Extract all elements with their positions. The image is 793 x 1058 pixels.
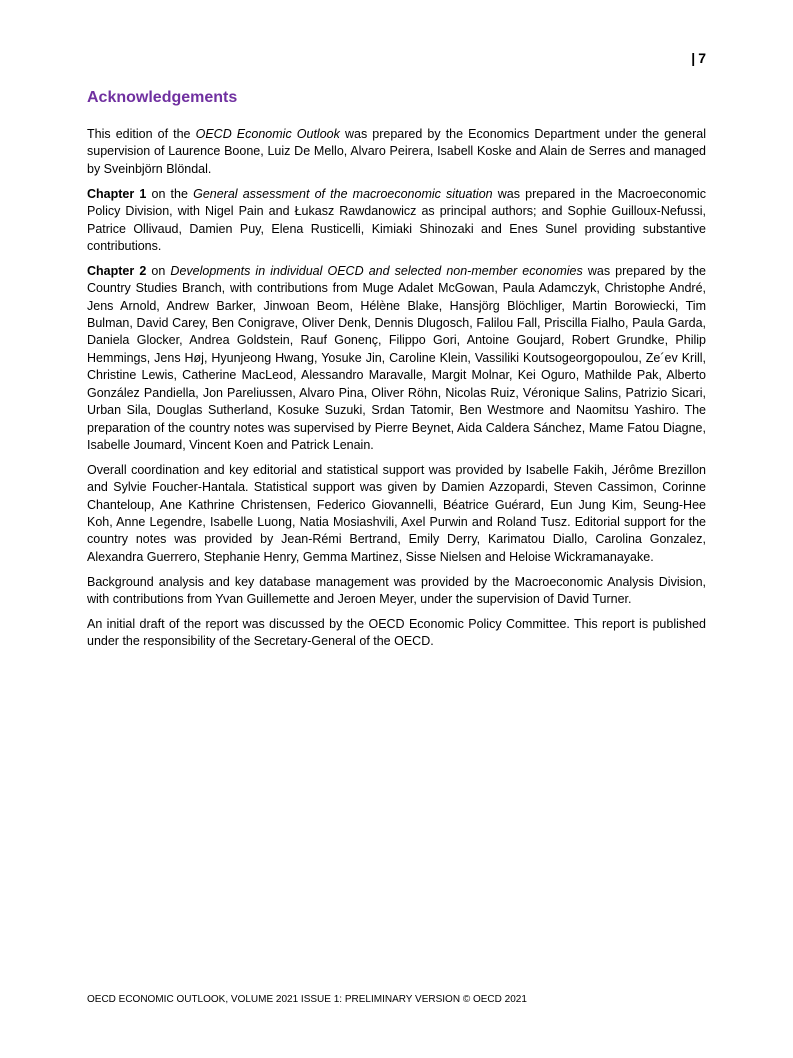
paragraph-coordination: Overall coordination and key editorial and statistical support was provided by Isabelle Fakih, Jérôme Brezillon and Sylvie Foucher-Hantala. Statistical support was given by Damien Azzopardi, Steven Cassimon, Corinne Chanteloup, Ane Kathrine Christensen, Federico Giovannelli, Béatrice Guérard, Eun Jung Kim, Seung-Hee Koh, Anne Legendre, Isabelle Luong, Natia Mosiashvili, Axel Purwin and Roland Tusz. Editorial support for the country notes was provided by Jean-Rémi Bertrand, Emily Derry, Karimatou Diallo, Carolina Gonzalez, Alexandra Guerrero, Stephanie Henry, Gemma Martinez, Sisse Nielsen and Heloise Wickramanayake. — [87, 462, 706, 564]
paragraph-text: This edition of the — [87, 127, 196, 141]
paragraph-text: was prepared by the Economics Department under the general supervision of Laurence Boone, Luiz De Mello, Alvaro Peirera, Isabell Koske and Alain de Serres and managed by Sveinbjörn Blöndal. — [87, 127, 706, 176]
paragraph-initial-draft: An initial draft of the report was discussed by the OECD Economic Policy Committee. This report is published under the responsibility of the Secretary-General of the OECD. — [87, 617, 706, 649]
paragraph-background-analysis: Background analysis and key database management was provided by the Macroeconomic Analysis Division, with contributions from Yvan Guillemette and Jeroen Meyer, under the supervision of David Turner. — [87, 574, 706, 607]
page-title: Acknowledgements — [87, 89, 238, 106]
publication-title: OECD Economic Outlook — [195, 127, 340, 141]
paragraph-intro — [87, 126, 706, 178]
document-body — [87, 126, 706, 658]
chapter-title: Developments in individual OECD and selected non-member economies — [170, 263, 583, 278]
paragraph-text: on — [146, 263, 171, 278]
page-number — [691, 50, 706, 66]
chapter-label: Chapter 2 — [87, 263, 147, 278]
page-footer: OECD ECONOMIC OUTLOOK, VOLUME 2021 ISSUE 1: PRELIMINARY VERSION © OECD 2021 — [87, 994, 527, 1005]
page-number-separator: | — [691, 50, 696, 66]
paragraph-chapter-2 — [87, 263, 706, 454]
page-number-value: 7 — [698, 50, 706, 66]
paragraph-chapter-1 — [87, 186, 706, 256]
paragraph-text: on the — [146, 186, 194, 201]
paragraph-text: was prepared by the Country Studies Branch, with contributions from Muge Adalet McGowan, Paula Adamczyk, Christophe André, Jens Arnold, Andrew Barker, Jinwoan Beom, Hélène Blake, Hansjörg Blöchliger, Martin Borowiecki, Tim Bulman, David Carey, Ben Conigrave, Oliver Denk, Dennis Dlugosch, Falilou Fall, Priscilla Fialho, Paula Garda, Daniela Glocker, Andrea Goldstein, Rauf Gonenç, Filippo Gori, Antoine Goujard, Robert Grundke, Philip Hemmings, Jens Høj, Hyunjeong Hwang, Yosuke Jin, Caroline Klein, Vassiliki Koutsogeorgopoulou, Ze´ev Krill, Christine Lewis, Catherine MacLeod, Alessandro Maravalle, Margit Molnar, Kei Oguro, Mathilde Pak, Alberto González Pandiella, Jon Pareliussen, Alvaro Pina, Oliver Röhn, Nicolas Ruiz, Véronique Salins, Patrizio Sicari, Urban Sila, Douglas Sutherland, Kosuke Suzuki, Srdan Tatomir, Ben Westmore and Naomitsu Yashiro. The preparation of the country notes was supervised by Pierre Beynet, Aida Caldera Sánchez, Mame Fatou Diagne, Isabelle Joumard, Vincent Koen and Patrick Lenain. — [87, 263, 706, 452]
chapter-label: Chapter 1 — [87, 186, 147, 201]
chapter-title: General assessment of the macroeconomic situation — [193, 186, 493, 201]
paragraph-text: was prepared in the Macroeconomic Policy Division, with Nigel Pain and Łukasz Rawdanowicz as principal authors; and Sophie Guilloux-Nefussi, Patrice Ollivaud, Damien Puy, Elena Rusticelli, Kimiaki Shinozaki and Enes Sunel providing substantive contributions. — [87, 186, 706, 253]
